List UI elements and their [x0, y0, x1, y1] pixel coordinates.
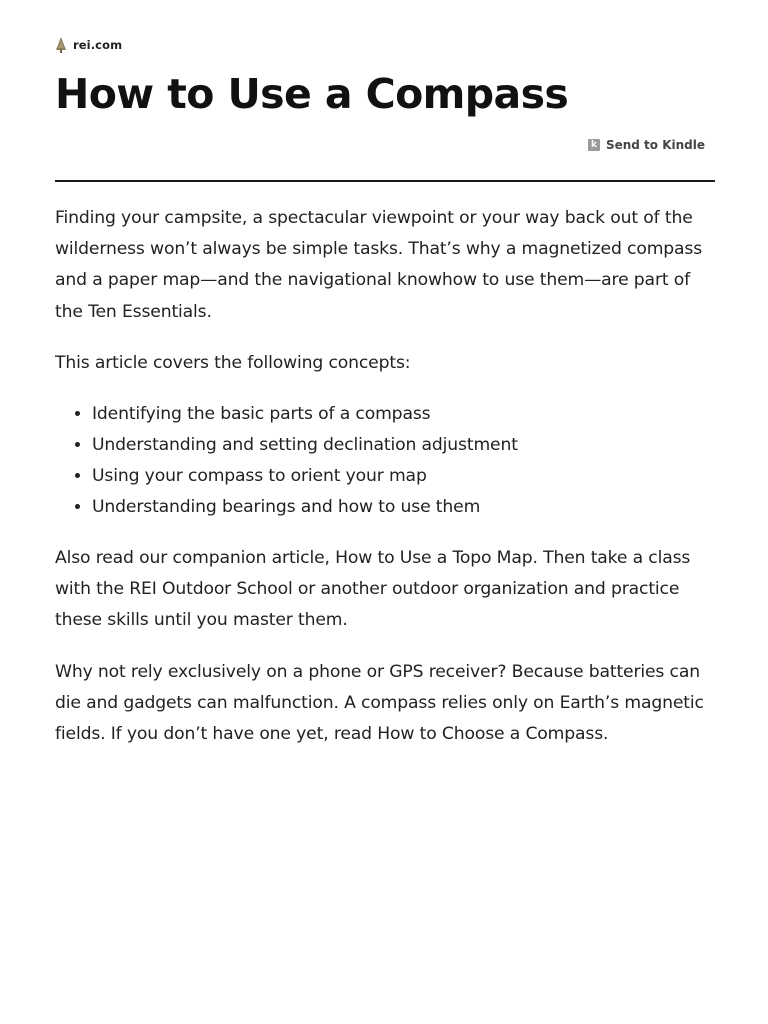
list-item: • Identifying the basic parts of a compass	[92, 399, 715, 430]
companion-text-3: or another outdoor organization and practice these skills until you master them.	[55, 579, 680, 631]
companion-text-1: Also read our companion article,	[55, 548, 336, 569]
article-body	[55, 203, 715, 770]
list-item: • Understanding and setting declination adjustment	[92, 430, 715, 461]
choose-compass-link[interactable]: How to Choose a Compass	[377, 724, 604, 745]
kindle-icon: k	[588, 139, 600, 151]
companion-text-2: . Then take a class with the	[55, 548, 691, 600]
list-item: • Understanding bearings and how to use them	[92, 492, 715, 523]
companion-paragraph	[55, 543, 715, 637]
why-paragraph	[55, 657, 715, 751]
list-item: • Using your compass to orient your map	[92, 461, 715, 492]
why-text-2: .	[603, 724, 609, 745]
send-to-kindle-label: Send to Kindle	[605, 138, 705, 152]
topo-map-link[interactable]: How to Use a Topo Map	[335, 548, 533, 569]
outdoor-school-link[interactable]: REI Outdoor School	[129, 579, 293, 600]
source-row	[55, 37, 122, 53]
concepts-list	[55, 399, 715, 523]
why-text-1: Why not rely exclusively on a phone or GPS receiver? Because batteries can die and gadgets can malfunction. A compass relies only on Earth’s magnetic fields. If you don’t have one yet, read	[55, 661, 704, 745]
title-divider	[55, 180, 715, 182]
page-title: How to Use a Compass	[55, 70, 569, 118]
source-label: rei.com	[73, 38, 123, 52]
intro-paragraph: Finding your campsite, a spectacular viewpoint or your way back out of the wilderness won’t always be simple tasks. That’s why a magnetized compass and a paper map—and the navigational knowhow to use them—are part of the Ten Essentials.	[55, 208, 703, 322]
concepts-lead: This article covers the following concepts:	[55, 352, 411, 373]
rei-tree-icon	[55, 37, 67, 53]
send-to-kindle-button[interactable]	[588, 138, 705, 152]
